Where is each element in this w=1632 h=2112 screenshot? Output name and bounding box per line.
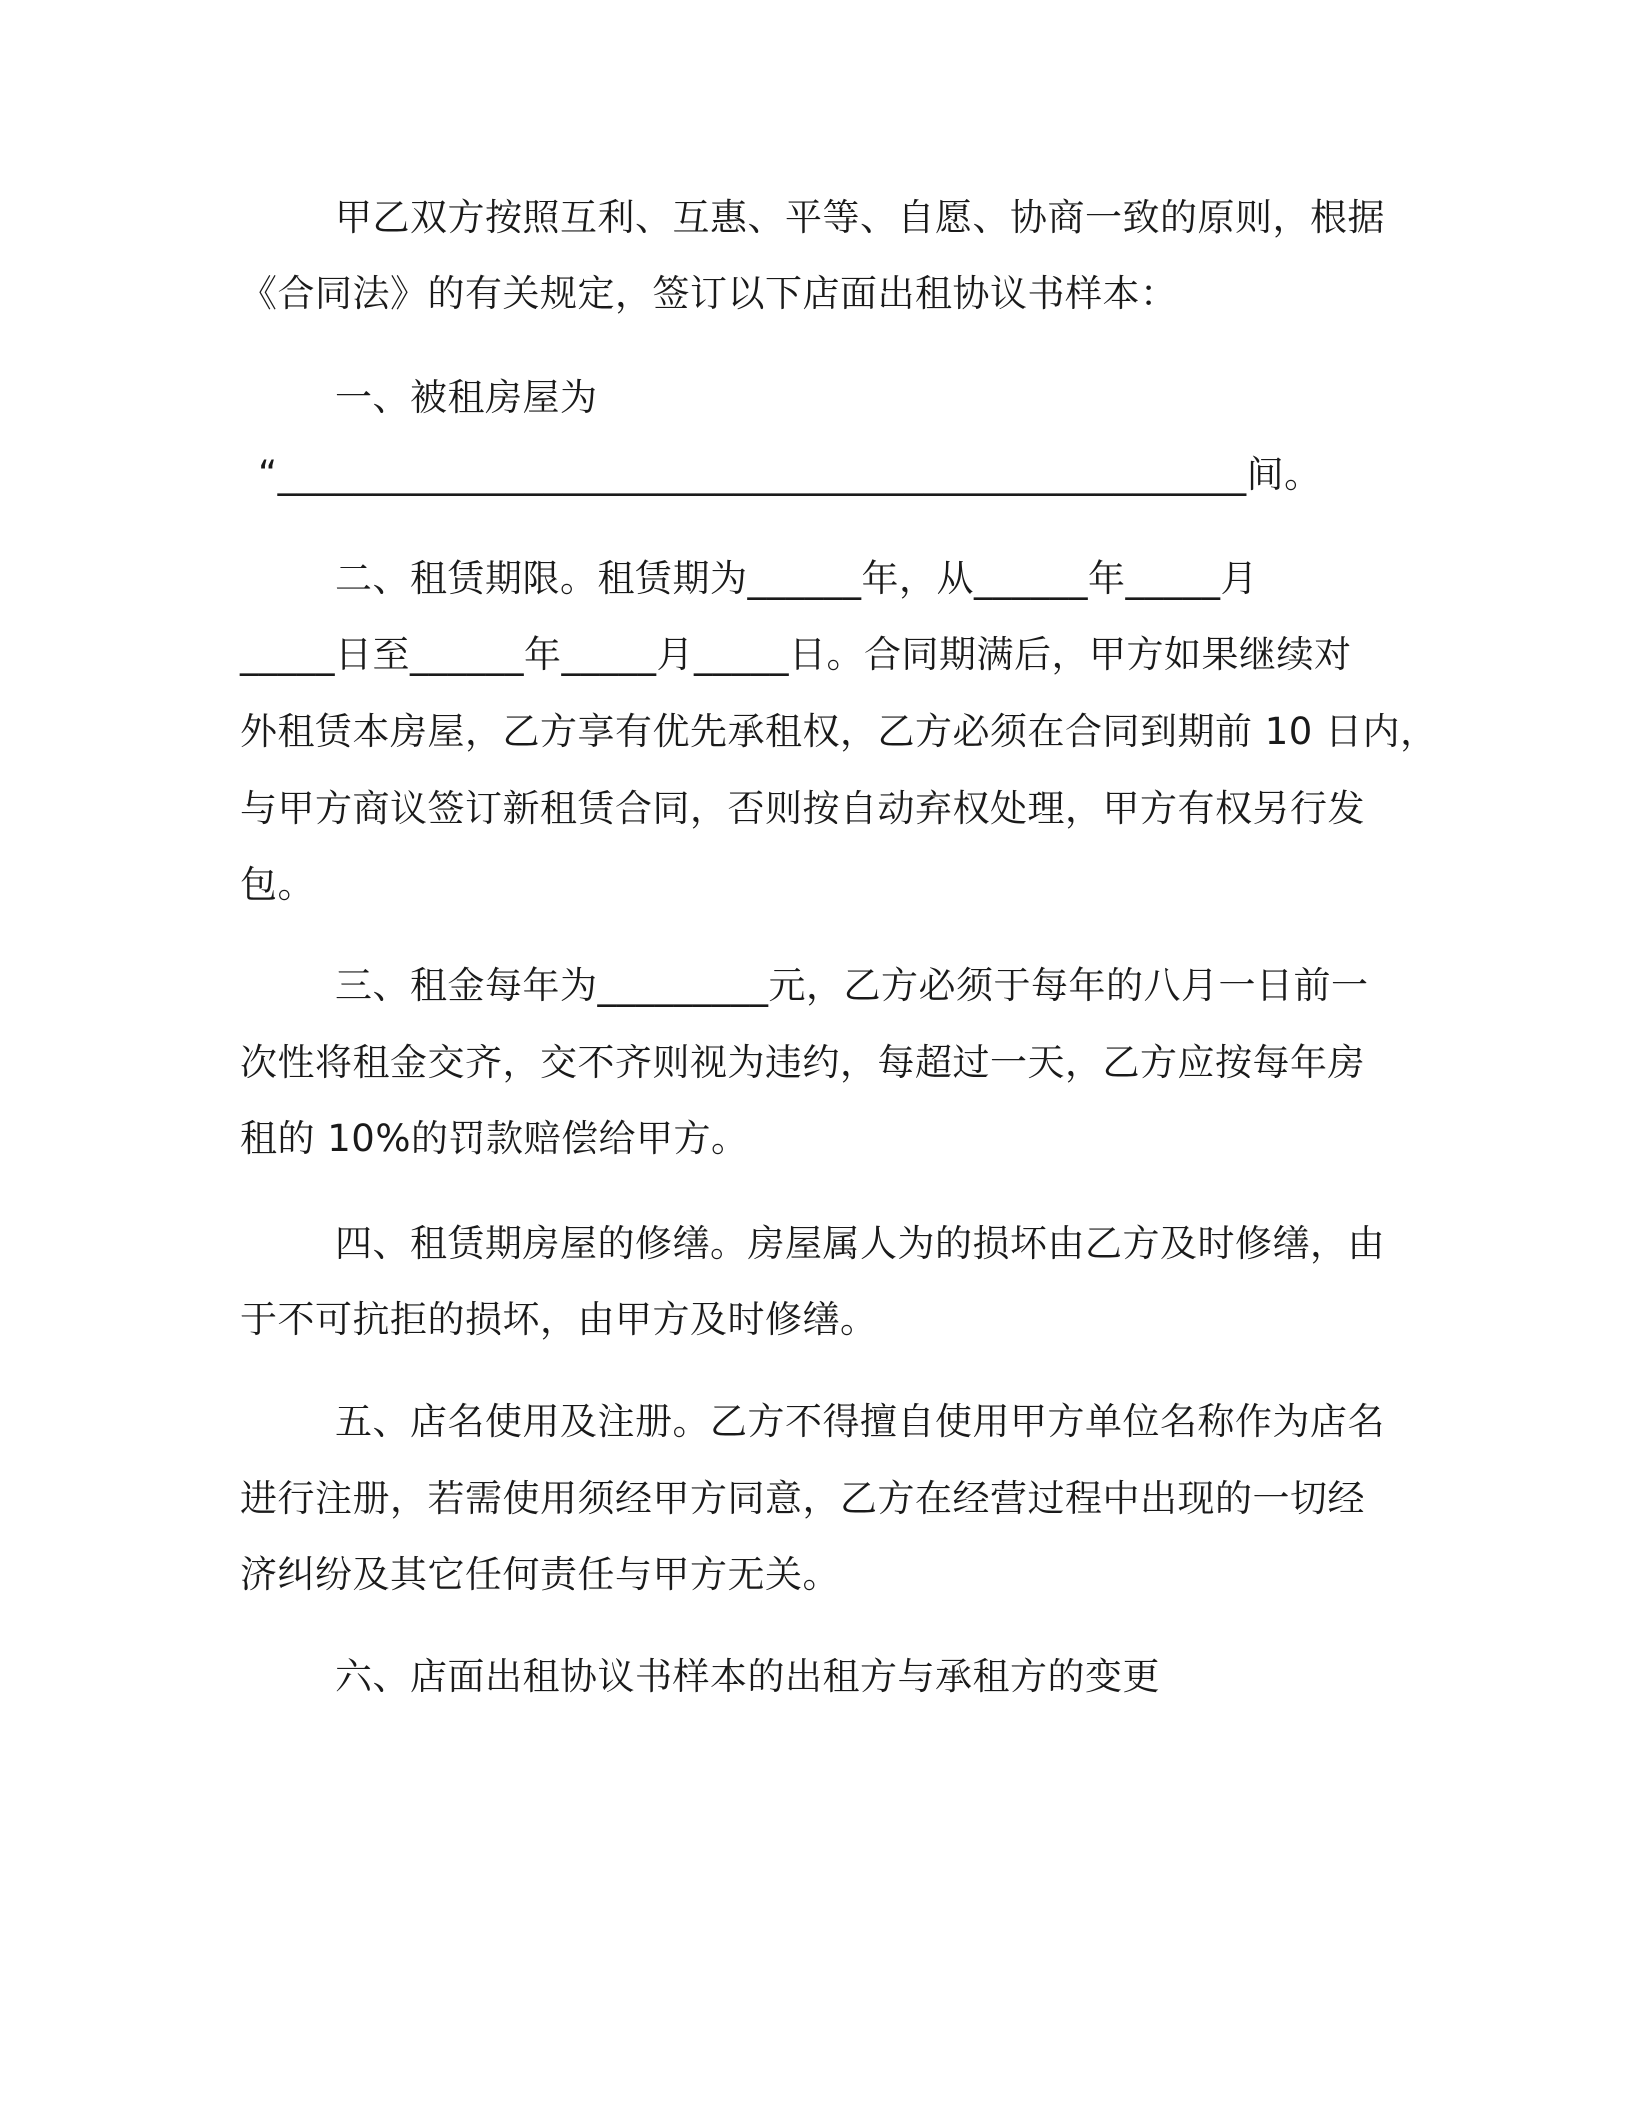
clause-6-heading: 六、店面出租协议书样本的出租方与承租方的变更: [335, 1655, 1160, 1698]
clause-2-line-1: 二、租赁期限。租赁期为______年，从______年_____月: [335, 557, 1258, 600]
clause-3-line-2: 次性将租金交齐，交不齐则视为违约，每超过一天，乙方应按每年房: [240, 1041, 1365, 1084]
clause-5-line-3: 济纠纷及其它任何责任与甲方无关。: [240, 1553, 840, 1596]
clause-5-line-2: 进行注册，若需使用须经甲方同意，乙方在经营过程中出现的一切经: [240, 1477, 1365, 1520]
clause-5-line-1: 五、店名使用及注册。乙方不得擅自使用甲方单位名称作为店名: [335, 1400, 1385, 1443]
clause-2-line-2: _____日至______年_____月_____日。合同期满后，甲方如果继续对: [240, 633, 1352, 676]
clause-3-line-3: 租的 10%的罚款赔偿给甲方。: [240, 1117, 749, 1160]
clause-3-line-1: 三、租金每年为_________元，乙方必须于每年的八月一日前一: [335, 964, 1369, 1007]
clause-4-line-1: 四、租赁期房屋的修缮。房屋属人为的损坏由乙方及时修缮，由: [335, 1222, 1385, 1265]
clause-2-line-3: 外租赁本房屋，乙方享有优先承租权，乙方必须在合同到期前 10 日内，: [240, 710, 1438, 753]
intro-line-2: 《合同法》的有关规定，签订以下店面出租协议书样本：: [240, 272, 1178, 315]
clause-2-line-5: 包。: [240, 863, 315, 906]
clause-1-blank-line: “___________________________________________________间。: [258, 453, 1322, 496]
clause-4-line-2: 于不可抗拒的损坏，由甲方及时修缮。: [240, 1298, 878, 1341]
clause-2-line-4: 与甲方商议签订新租赁合同，否则按自动弃权处理，甲方有权另行发: [240, 787, 1365, 830]
clause-1-heading: 一、被租房屋为: [335, 376, 598, 419]
intro-line-1: 甲乙双方按照互利、互惠、平等、自愿、协商一致的原则，根据: [335, 196, 1385, 239]
